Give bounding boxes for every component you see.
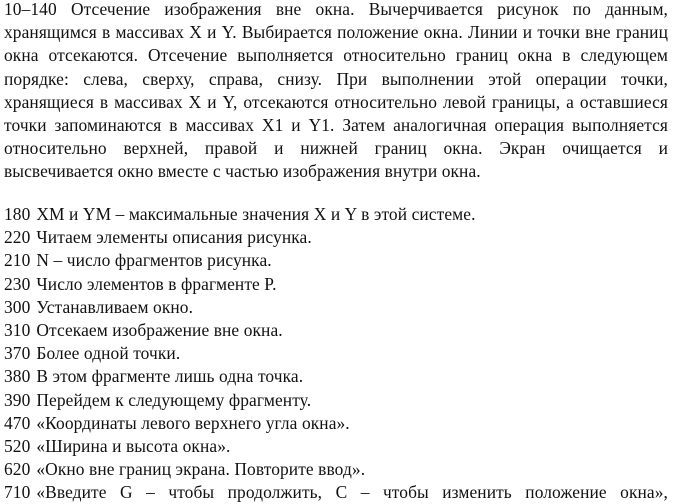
line-number: 710 <box>4 482 31 503</box>
list-item <box>4 412 668 435</box>
intro-paragraph: 10–140 Отсечение изображения вне окна. Вычерчивается рисунок по данным, хранящимся в массивах X и Y. Выбирается положение окна. Линии и точки вне границ окна отсекаются. Отсечение выполняется относительно границ окна в следующем порядке: слева, сверху, справа, снизу. При выполнении этой операции точки, хранящиеся в массивах X и Y, отсекаются относительно левой границы, а оставшиеся точки запоминаются в массивах X1 и Y1. Затем аналогичная операция выполняется относительно верхней, правой и нижней границ окна. Экран очищается и высвечивается окно вместе с частью изображения внутри окна. <box>4 0 668 182</box>
line-description: XM и YM – максимальные значения X и Y в этой системе. <box>36 204 476 224</box>
line-description: Читаем элементы описания рисунка. <box>36 227 312 248</box>
line-number: 300 <box>4 296 31 317</box>
line-number: 520 <box>4 435 31 456</box>
line-description: «Ширина и высота окна». <box>36 435 231 456</box>
list-item <box>4 365 668 388</box>
document-page <box>4 0 668 503</box>
line-description: «Введите G – чтобы продолжить, C – чтобы изменить положение окна», <box>36 482 668 503</box>
list-item <box>4 342 668 365</box>
list-item <box>4 296 668 319</box>
line-description: «Координаты левого верхнего угла окна». <box>36 412 350 433</box>
line-comment-list <box>4 203 668 504</box>
line-number: 390 <box>4 389 31 410</box>
line-number: 380 <box>4 366 31 387</box>
line-number: 230 <box>4 273 31 294</box>
list-item <box>4 458 668 481</box>
line-description: Перейдем к следующему фрагменту. <box>36 389 312 410</box>
list-item <box>4 203 668 226</box>
list-item <box>4 389 668 412</box>
list-item <box>4 226 668 249</box>
line-number: 210 <box>4 250 31 271</box>
list-item <box>4 435 668 458</box>
line-number: 470 <box>4 412 31 433</box>
line-number: 370 <box>4 343 31 364</box>
list-item <box>4 249 668 272</box>
line-description: Число элементов в фрагменте P. <box>36 273 277 294</box>
line-description: N – число фрагментов рисунка. <box>36 250 272 271</box>
list-item <box>4 481 668 504</box>
list-item <box>4 273 668 296</box>
list-item <box>4 319 668 342</box>
line-description: «Окно вне границ экрана. Повторите ввод». <box>36 459 366 480</box>
line-description: Устанавливаем окно. <box>36 296 194 317</box>
line-number: 620 <box>4 459 31 480</box>
line-description: Более одной точки. <box>36 343 181 364</box>
line-description: В этом фрагменте лишь одна точка. <box>36 366 304 387</box>
line-number: 220 <box>4 227 31 248</box>
line-number: 310 <box>4 319 31 340</box>
line-description: Отсекаем изображение вне окна. <box>36 319 283 340</box>
line-number: 180 <box>4 204 31 224</box>
